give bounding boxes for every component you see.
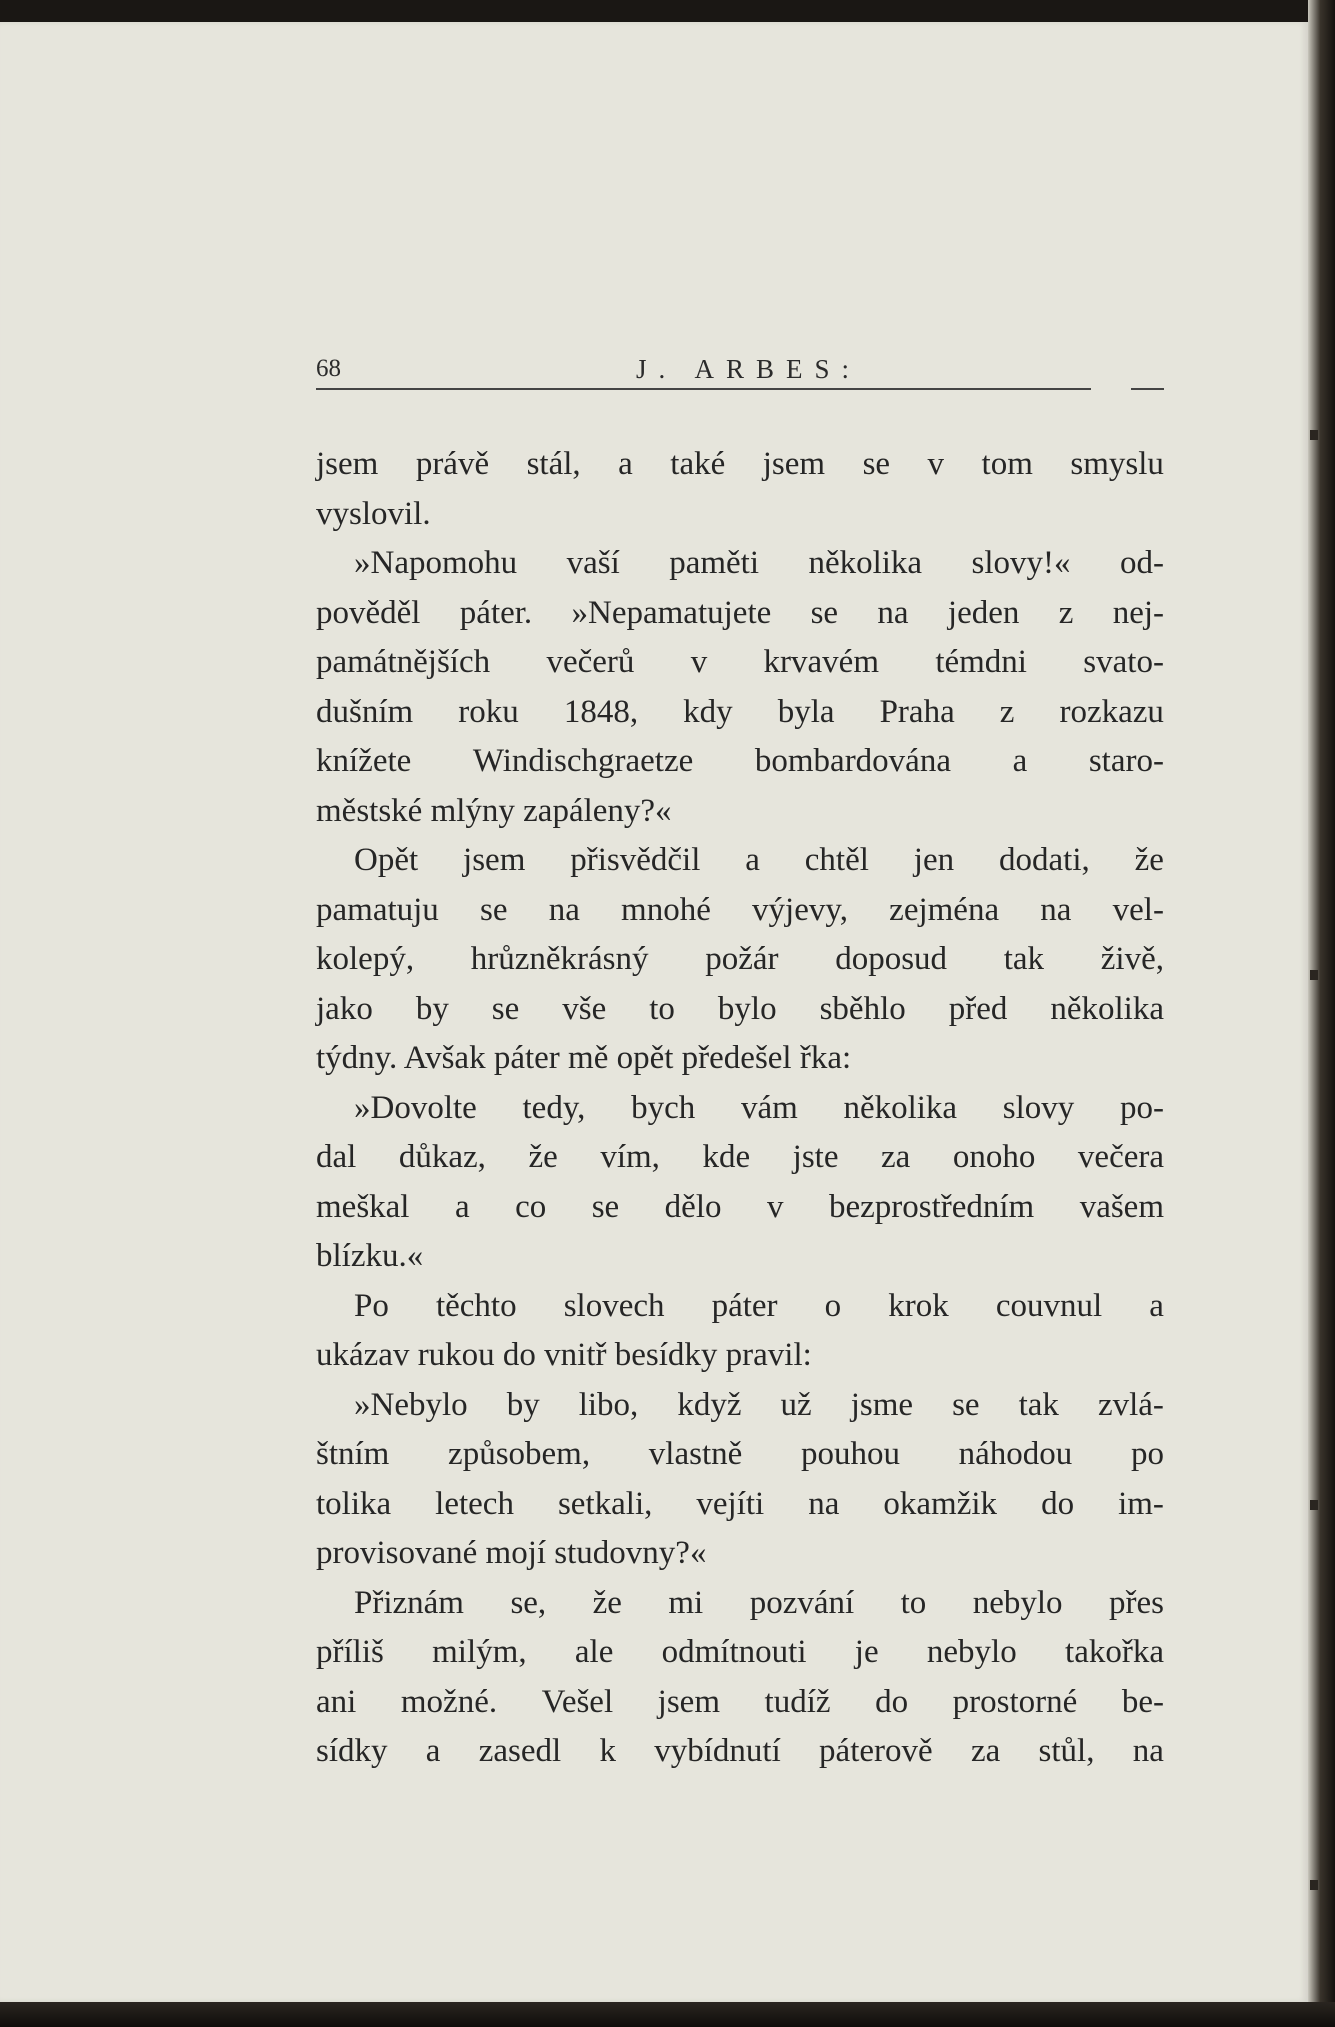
text-line: týdny. Avšak páter mě opět předešel řka: [316,1040,852,1076]
text-line: pověděl páter. »Nepamatujete se na jeden z nej- [316,594,1164,631]
text-line: provisované mojí studovny?« [316,1535,707,1571]
text-line: jsem právě stál, a také jsem se v tom smyslu [316,446,1164,482]
text-line: »Napomohu vaší paměti několika slovy!« od- [354,545,1164,581]
text-line: ani možné. Vešel jsem tudíž do prostorné be- [316,1683,1164,1720]
text-line: »Nebylo by libo, když už jsme se tak zvlá- [354,1386,1164,1423]
text-line: Po těchto slovech páter o krok couvnul a [354,1287,1164,1324]
text-line: »Dovolte tedy, bych vám několika slovy po- [354,1089,1164,1126]
text-line: vyslovil. [316,495,431,532]
text-line: štním způsobem, vlastně pouhou náhodou po [316,1436,1164,1472]
text-line: příliš milým, ale odmítnouti je nebylo takořka [316,1634,1164,1670]
text-line: Opět jsem přisvědčil a chtěl jen dodati, že [354,842,1164,878]
text-line: dušním roku 1848, kdy byla Praha z rozkazu [316,693,1164,730]
text-line: tolika letech setkali, vejíti na okamžik do im- [316,1485,1164,1522]
text-line: ukázav rukou do vnitř besídky pravil: [316,1337,812,1373]
text-line: blízku.« [316,1238,424,1274]
text-line: Přiznám se, že mi pozvání to nebylo přes [354,1584,1164,1621]
body-text [316,440,1164,1777]
text-line: dal důkaz, že vím, kde jste za onoho večera [316,1139,1164,1175]
page-number: 68 [316,355,341,382]
header-rule-short [1131,388,1164,390]
text-line: meškal a co se dělo v bezprostředním vašem [316,1188,1164,1225]
margin-mark [1310,970,1318,980]
page-bottom-edge [0,2002,1335,2027]
header-rule [316,388,1091,390]
text-line: kolepý, hrůzněkrásný požár doposud tak živě, [316,941,1164,977]
book-binding-edge [1308,0,1335,2027]
margin-mark [1310,430,1318,440]
running-head: J. ARBES: [636,354,862,384]
margin-mark [1310,1880,1318,1890]
text-line: jako by se vše to bylo sběhlo před několika [316,990,1164,1027]
text-line: pamatuju se na mnohé výjevy, zejména na vel- [316,891,1164,928]
text-line: knížete Windischgraetze bombardována a staro- [316,743,1164,779]
text-line: památnějších večerů v krvavém témdni svato- [316,644,1164,680]
text-line: městské mlýny zapáleny?« [316,792,672,829]
margin-mark [1310,1500,1318,1510]
text-line: sídky a zasedl k vybídnutí páterově za stůl, na [316,1733,1164,1769]
